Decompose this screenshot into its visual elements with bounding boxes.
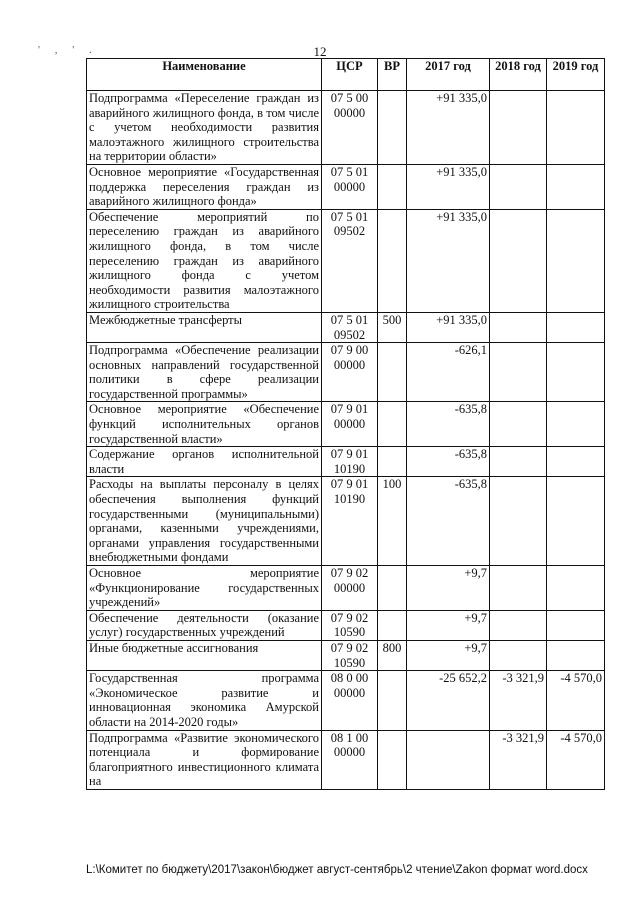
row-2018	[490, 209, 547, 312]
row-2019	[547, 610, 605, 640]
row-2017: +91 335,0	[407, 164, 490, 209]
row-csr: 07 9 01 10190	[322, 447, 378, 477]
table-row	[87, 402, 605, 447]
row-vr	[378, 343, 407, 402]
row-vr	[378, 566, 407, 611]
row-2018: -3 321,9	[490, 730, 547, 789]
table-row	[87, 209, 605, 312]
row-2017: -635,8	[407, 402, 490, 447]
row-csr: 07 5 01 00000	[322, 164, 378, 209]
row-csr: 07 5 01 09502	[322, 312, 378, 342]
row-2018	[490, 312, 547, 342]
budget-table	[86, 58, 605, 790]
row-2018	[490, 447, 547, 477]
table-row	[87, 343, 605, 402]
row-vr: 500	[378, 312, 407, 342]
file-path-footer: L:\Комитет по бюджету\2017\закон\бюджет август-сентябрь\2 чтение\Zakon формат word.docx	[86, 864, 588, 876]
row-2019	[547, 402, 605, 447]
table-row	[87, 447, 605, 477]
row-vr	[378, 402, 407, 447]
row-2018	[490, 164, 547, 209]
table-row	[87, 566, 605, 611]
row-name: Межбюджетные трансферты	[87, 312, 322, 342]
row-2017: +91 335,0	[407, 91, 490, 165]
row-vr	[378, 209, 407, 312]
row-2019	[547, 640, 605, 670]
row-name: Содержание органов исполнительной власти	[87, 447, 322, 477]
row-2017: +91 335,0	[407, 209, 490, 312]
row-2018	[490, 343, 547, 402]
row-name: Основное мероприятие «Обеспечение функций исполнительных органов государственной власти»	[87, 402, 322, 447]
header-2019: 2019 год	[547, 59, 605, 91]
row-csr: 07 9 01 00000	[322, 402, 378, 447]
row-csr: 07 9 02 10590	[322, 610, 378, 640]
row-name: Расходы на выплаты персоналу в целях обеспечения выполнения функций государственными (муниципальными) органами, казенными учреждениями, органами управления государственными внебюджетными фондами	[87, 477, 322, 566]
header-name: Наименование	[87, 59, 322, 91]
row-2019	[547, 477, 605, 566]
row-name: Подпрограмма «Развитие экономического потенциала и формирование благоприятного инвестиционного климата на	[87, 730, 322, 789]
row-csr: 07 9 02 00000	[322, 566, 378, 611]
row-csr: 07 9 01 10190	[322, 477, 378, 566]
row-csr: 08 0 00 00000	[322, 671, 378, 730]
row-csr: 07 9 02 10590	[322, 640, 378, 670]
row-name: Обеспечение деятельности (оказание услуг) государственных учреждений	[87, 610, 322, 640]
row-2019	[547, 209, 605, 312]
row-2019: -4 570,0	[547, 671, 605, 730]
row-vr	[378, 610, 407, 640]
table-row	[87, 610, 605, 640]
row-2017: -25 652,2	[407, 671, 490, 730]
row-vr	[378, 730, 407, 789]
row-2018	[490, 640, 547, 670]
row-2019	[547, 343, 605, 402]
row-2017: -635,8	[407, 447, 490, 477]
row-2017	[407, 730, 490, 789]
row-name: Основное мероприятие «Государственная поддержка переселения граждан из аварийного жилищного фонда»	[87, 164, 322, 209]
row-2017: -635,8	[407, 477, 490, 566]
row-2019	[547, 566, 605, 611]
row-2017: +91 335,0	[407, 312, 490, 342]
row-csr: 07 5 01 09502	[322, 209, 378, 312]
row-2019	[547, 447, 605, 477]
row-name: Государственная программа «Экономическое развитие и инновационная экономика Амурской области на 2014-2020 годы»	[87, 671, 322, 730]
row-csr: 07 9 00 00000	[322, 343, 378, 402]
table-row	[87, 312, 605, 342]
table-row	[87, 671, 605, 730]
row-name: Основное мероприятие «Функционирование государственных учреждений»	[87, 566, 322, 611]
row-vr	[378, 164, 407, 209]
row-2017: +9,7	[407, 640, 490, 670]
row-2019	[547, 91, 605, 165]
row-2018	[490, 91, 547, 165]
page-number: 12	[313, 44, 327, 59]
row-2017: +9,7	[407, 566, 490, 611]
corner-marks: ' , ' .	[38, 44, 98, 56]
row-2018	[490, 402, 547, 447]
row-2019	[547, 164, 605, 209]
row-2017: +9,7	[407, 610, 490, 640]
table-row	[87, 640, 605, 670]
row-2019: -4 570,0	[547, 730, 605, 789]
table-row	[87, 91, 605, 165]
header-2018: 2018 год	[490, 59, 547, 91]
row-2018	[490, 477, 547, 566]
row-name: Обеспечение мероприятий по переселению граждан из аварийного жилищного фонда, в том числе переселению граждан из аварийного жилищного фонда с учетом необходимости развития малоэтажного жилищного строительства	[87, 209, 322, 312]
row-csr: 07 5 00 00000	[322, 91, 378, 165]
table-row	[87, 477, 605, 566]
header-csr: ЦСР	[322, 59, 378, 91]
row-2018	[490, 566, 547, 611]
table-header-row	[87, 59, 605, 91]
row-name: Иные бюджетные ассигнования	[87, 640, 322, 670]
row-csr: 08 1 00 00000	[322, 730, 378, 789]
header-vr: ВР	[378, 59, 407, 91]
row-2018: -3 321,9	[490, 671, 547, 730]
row-name: Подпрограмма «Обеспечение реализации основных направлений государственной политики в сфере реализации государственной программы»	[87, 343, 322, 402]
table-row	[87, 730, 605, 789]
row-vr	[378, 447, 407, 477]
row-2017: -626,1	[407, 343, 490, 402]
header-2017: 2017 год	[407, 59, 490, 91]
row-2018	[490, 610, 547, 640]
row-vr: 100	[378, 477, 407, 566]
table-row	[87, 164, 605, 209]
row-name: Подпрограмма «Переселение граждан из аварийного жилищного фонда, в том числе с учетом необходимости развития малоэтажного жилищного строительства на территории области»	[87, 91, 322, 165]
row-vr: 800	[378, 640, 407, 670]
row-2019	[547, 312, 605, 342]
row-vr	[378, 91, 407, 165]
row-vr	[378, 671, 407, 730]
